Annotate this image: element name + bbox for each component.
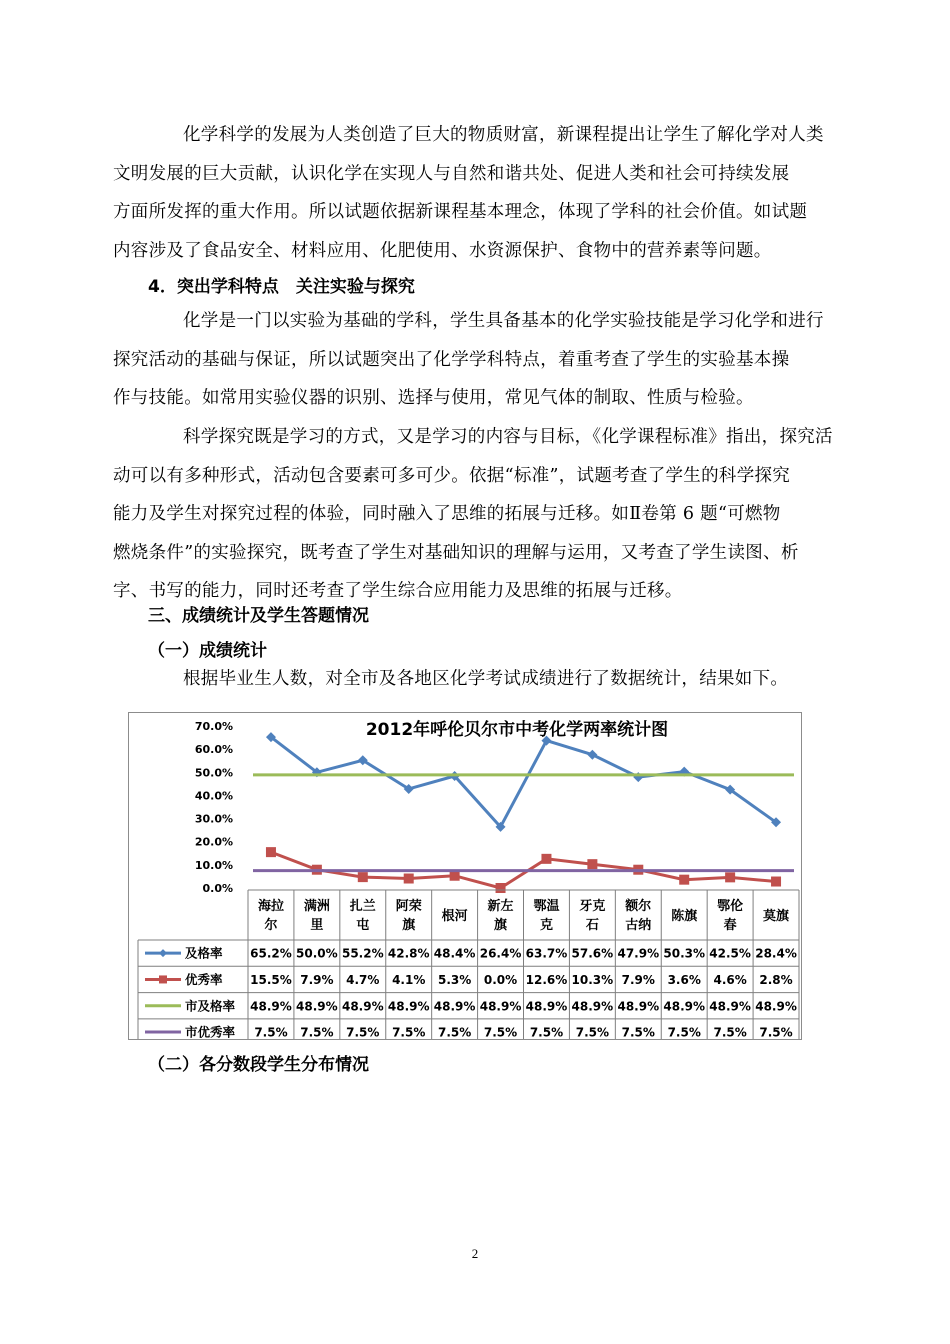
text-line: 根据毕业生人数，对全市及各地区化学考试成绩进行了数据统计，结果如下。 (183, 669, 789, 689)
category-label: 克 (539, 918, 553, 933)
chart-container (128, 712, 802, 1040)
data-table-cell: 7.5% (667, 1025, 701, 1039)
data-table-cell: 48.9% (663, 999, 706, 1014)
page-number: 2 (471, 1246, 479, 1261)
data-table-cell: 42.8% (387, 946, 430, 961)
data-table-cell: 7.9% (300, 972, 334, 987)
paragraph-inquiry (113, 418, 848, 611)
series-name: 及格率 (185, 945, 223, 961)
data-table-cell: 65.2% (250, 946, 292, 961)
data-table-cell: 4.1% (392, 972, 426, 987)
category-label: 春 (723, 918, 737, 933)
y-tick-label: 10.0% (194, 858, 233, 872)
y-tick-label: 40.0% (194, 789, 233, 803)
category-label: 屯 (356, 918, 370, 933)
data-point-square (358, 872, 368, 882)
data-table-cell: 7.5% (529, 1025, 564, 1039)
data-table-cell: 48.9% (571, 999, 614, 1014)
data-table-cell: 48.9% (617, 999, 660, 1014)
series-line-0 (271, 737, 776, 827)
data-table-cell: 28.4% (755, 946, 797, 961)
data-point-square (587, 859, 597, 869)
series-name: 市优秀率 (185, 1024, 236, 1039)
data-table-cell: 5.3% (437, 972, 472, 987)
text-line: 科学探究既是学习的方式，又是学习的内容与目标，《化学课程标准》指出，探究活 (183, 427, 833, 447)
data-point-square (541, 854, 551, 864)
text-line: 能力及学生对探究过程的体验，同时融入了思维的拓展与迁移。如Ⅱ卷第 6 题“可燃物 (113, 504, 781, 525)
text-line: 化学科学的发展为人类创造了巨大的物质财富，新课程提出让学生了解化学对人类 (183, 125, 824, 145)
y-tick-label: 0.0% (202, 882, 233, 895)
category-label: 扎兰 (349, 899, 376, 914)
category-label: 额尔 (625, 899, 652, 914)
category-label: 鄂温 (533, 899, 560, 914)
data-table-cell: 7.5% (346, 1025, 380, 1039)
data-table-cell: 15.5% (250, 972, 292, 987)
text-line: 内容涉及了食品安全、材料应用、化肥使用、水资源保护、食物中的营养素等问题。 (113, 240, 772, 261)
data-table-cell: 7.5% (254, 1025, 288, 1039)
data-table-cell: 57.6% (571, 946, 614, 961)
series-name: 市及格率 (185, 998, 236, 1014)
data-table-cell: 48.9% (433, 999, 476, 1014)
category-label: 新左 (487, 899, 514, 914)
chart-title: 2012年呼伦贝尔市中考化学两率统计图 (365, 720, 669, 740)
paragraph-experiment (113, 302, 848, 418)
data-table-cell: 48.9% (525, 999, 568, 1014)
data-table-cell: 7.5% (483, 1025, 518, 1039)
text-line: 化学是一门以实验为基础的学科，学生具备基本的化学实验技能是学习化学和进行 (183, 311, 824, 331)
data-table-cell: 48.9% (250, 999, 292, 1014)
data-table-cell: 7.5% (392, 1025, 426, 1039)
data-table-cell: 4.7% (346, 972, 380, 987)
data-table-cell: 63.7% (525, 946, 568, 961)
data-table-cell: 48.9% (341, 999, 384, 1014)
y-tick-label: 20.0% (194, 835, 233, 849)
category-label: 满洲 (303, 899, 330, 914)
data-table-cell: 7.5% (713, 1025, 747, 1039)
data-table-cell: 47.9% (617, 946, 660, 961)
section-heading-4: 4．突出学科特点 关注实验与探究 (148, 277, 415, 297)
data-table-cell: 48.9% (296, 999, 338, 1014)
y-tick-label: 60.0% (194, 743, 233, 757)
category-label: 陈旗 (671, 909, 698, 924)
data-table-cell: 10.3% (571, 972, 614, 987)
text-line: 文明发展的巨大贡献，认识化学在实现人与自然和谐共处、促进人类和社会可持续发展 (113, 163, 790, 184)
section-heading-three: 三、成绩统计及学生答题情况 (148, 606, 369, 626)
text-line: 动可以有多种形式，活动包含要素可多可少。依据“标准”，试题考查了学生的科学探究 (113, 465, 791, 486)
data-point-square (496, 883, 506, 893)
line-chart-with-data-table (129, 713, 801, 1039)
data-table-cell: 48.9% (755, 999, 797, 1014)
legend-marker-square (159, 975, 167, 983)
category-label: 古纳 (625, 918, 652, 933)
data-table-cell: 7.5% (300, 1025, 334, 1039)
data-point-square (266, 847, 276, 857)
section-heading-two: （二）各分数段学生分布情况 (148, 1055, 369, 1075)
data-table-cell: 48.9% (709, 999, 751, 1014)
data-point-square (404, 874, 414, 884)
paragraph-social-value (113, 116, 848, 270)
data-point-square (771, 877, 781, 887)
data-table-cell: 7.5% (437, 1025, 472, 1039)
category-label: 尔 (264, 918, 278, 933)
text-line: 作与技能。如常用实验仪器的识别、选择与使用，常见气体的制取、性质与检验。 (113, 388, 754, 409)
series-name: 优秀率 (185, 971, 223, 987)
category-label: 根河 (441, 909, 468, 924)
category-label: 阿荣 (395, 899, 422, 914)
category-label: 牙克 (579, 899, 606, 914)
data-table-cell: 48.9% (479, 999, 522, 1014)
text-line: 探究活动的基础与保证，所以试题突出了化学学科特点，着重考查了学生的实验基本操 (113, 349, 790, 370)
text-line: 方面所发挥的重大作用。所以试题依据新课程基本理念，体现了学科的社会价值。如试题 (113, 202, 808, 223)
data-point-square (725, 872, 735, 882)
data-table-cell: 42.5% (709, 946, 751, 961)
y-tick-label: 50.0% (194, 766, 233, 780)
category-label: 旗 (402, 918, 416, 933)
data-table-cell: 4.6% (713, 972, 747, 987)
data-table-cell: 0.0% (483, 972, 518, 987)
data-point-square (450, 871, 460, 881)
data-table-cell: 50.0% (296, 946, 338, 961)
category-label: 海拉 (257, 899, 284, 914)
category-label: 鄂伦 (717, 899, 744, 914)
data-table-cell: 26.4% (479, 946, 522, 961)
data-point-diamond (587, 750, 597, 760)
data-table-cell: 48.4% (433, 946, 476, 961)
category-label: 旗 (494, 918, 508, 933)
data-point-square (679, 875, 689, 885)
data-table-cell: 48.9% (387, 999, 430, 1014)
category-label: 里 (310, 918, 324, 933)
category-label: 石 (585, 918, 599, 933)
data-table-cell: 12.6% (525, 972, 568, 987)
paragraph-statistics-intro (148, 660, 848, 699)
data-table-cell: 7.5% (575, 1025, 610, 1039)
section-heading-one: （一）成绩统计 (148, 641, 267, 661)
data-table-cell: 3.6% (667, 972, 701, 987)
data-table-cell: 7.5% (621, 1025, 655, 1039)
y-tick-label: 70.0% (194, 720, 233, 733)
text-line: 字、书写的能力，同时还考查了学生综合应用能力及思维的拓展与迁移。 (113, 581, 683, 602)
data-table-cell: 50.3% (663, 946, 706, 961)
data-table-cell: 55.2% (341, 946, 384, 961)
data-table-cell: 7.9% (621, 972, 655, 987)
legend-marker-diamond (159, 949, 167, 957)
data-table-cell: 2.8% (759, 972, 793, 987)
y-tick-label: 30.0% (194, 812, 233, 826)
data-table-cell: 7.5% (759, 1025, 793, 1039)
text-line: 燃烧条件”的实验探究，既考查了学生对基础知识的理解与运用，又考查了学生读图、析 (113, 542, 799, 563)
category-label: 莫旗 (763, 909, 790, 924)
